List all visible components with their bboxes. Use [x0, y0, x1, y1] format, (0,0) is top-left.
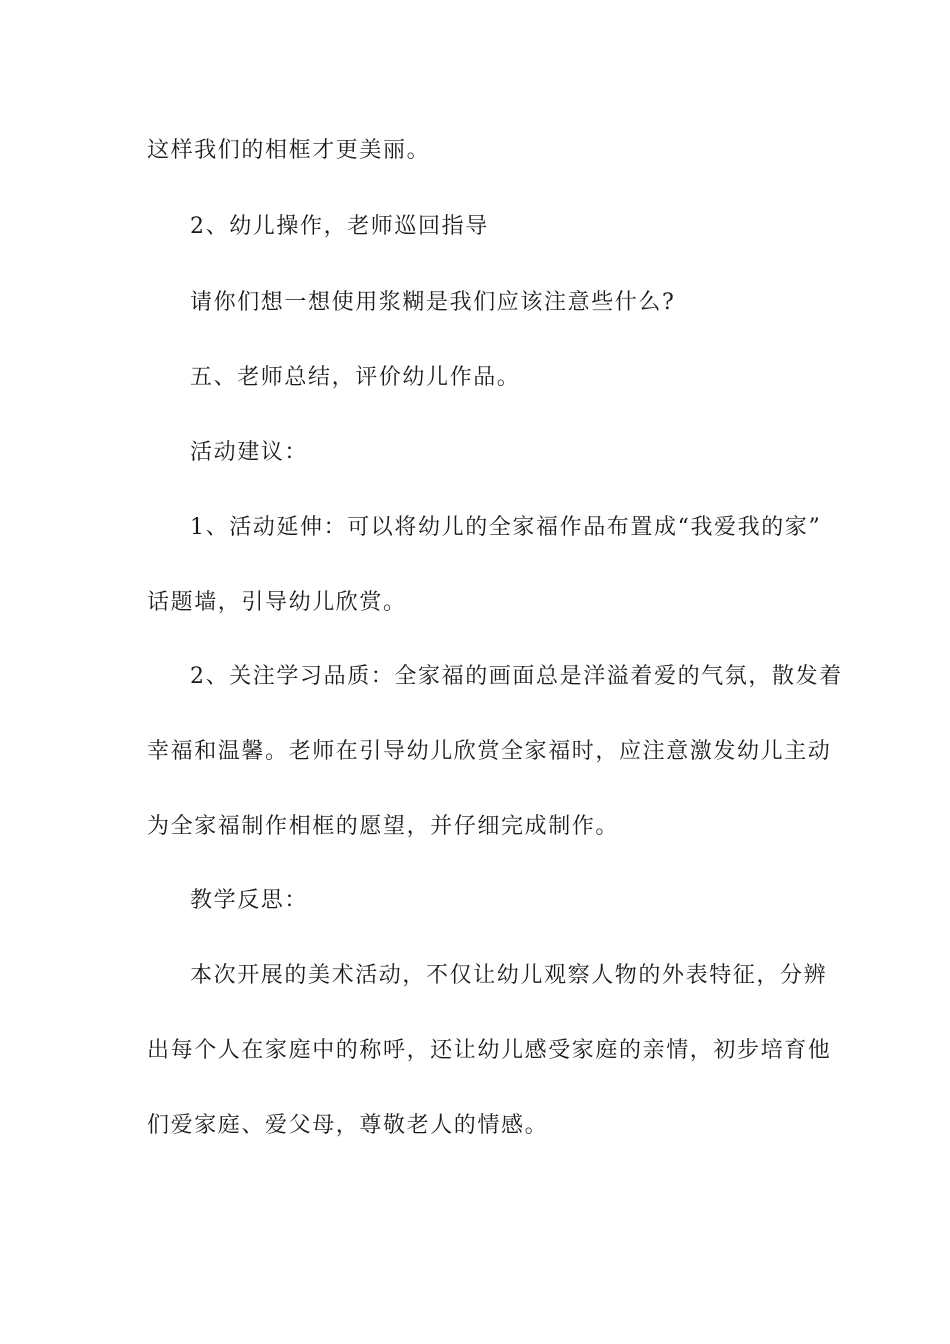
heading-teaching-reflection: 教学反思：: [190, 888, 309, 913]
section-heading-5: 五、老师总结，评价幼儿作品。: [190, 365, 521, 390]
section-item-2: 2、幼儿操作，老师巡回指导: [190, 214, 489, 239]
reflection-line: 本次开展的美术活动，不仅让幼儿观察人物的外表特征，分辨: [190, 963, 828, 988]
paragraph-line: 这样我们的相框才更美丽。: [147, 138, 431, 163]
suggestion-2-line: 为全家福制作相框的愿望，并仔细完成制作。: [147, 814, 620, 839]
suggestion-1-line: 话题墙，引导幼儿欣赏。: [147, 590, 407, 615]
suggestion-1-line: 1、活动延伸：可以将幼儿的全家福作品布置成“我爱我的家”: [190, 515, 822, 540]
reflection-line: 出每个人在家庭中的称呼，还让幼儿感受家庭的亲情，初步培育他: [147, 1038, 832, 1063]
paragraph-line: 请你们想一想使用浆糊是我们应该注意些什么?: [190, 290, 676, 315]
suggestion-2-line: 幸福和温馨。老师在引导幼儿欣赏全家福时，应注意激发幼儿主动: [147, 739, 832, 764]
reflection-line: 们爱家庭、爱父母，尊敬老人的情感。: [147, 1113, 549, 1138]
suggestion-2-line: 2、关注学习品质：全家福的画面总是洋溢着爱的气氛，散发着: [190, 664, 843, 689]
heading-activity-suggestions: 活动建议：: [190, 440, 309, 465]
